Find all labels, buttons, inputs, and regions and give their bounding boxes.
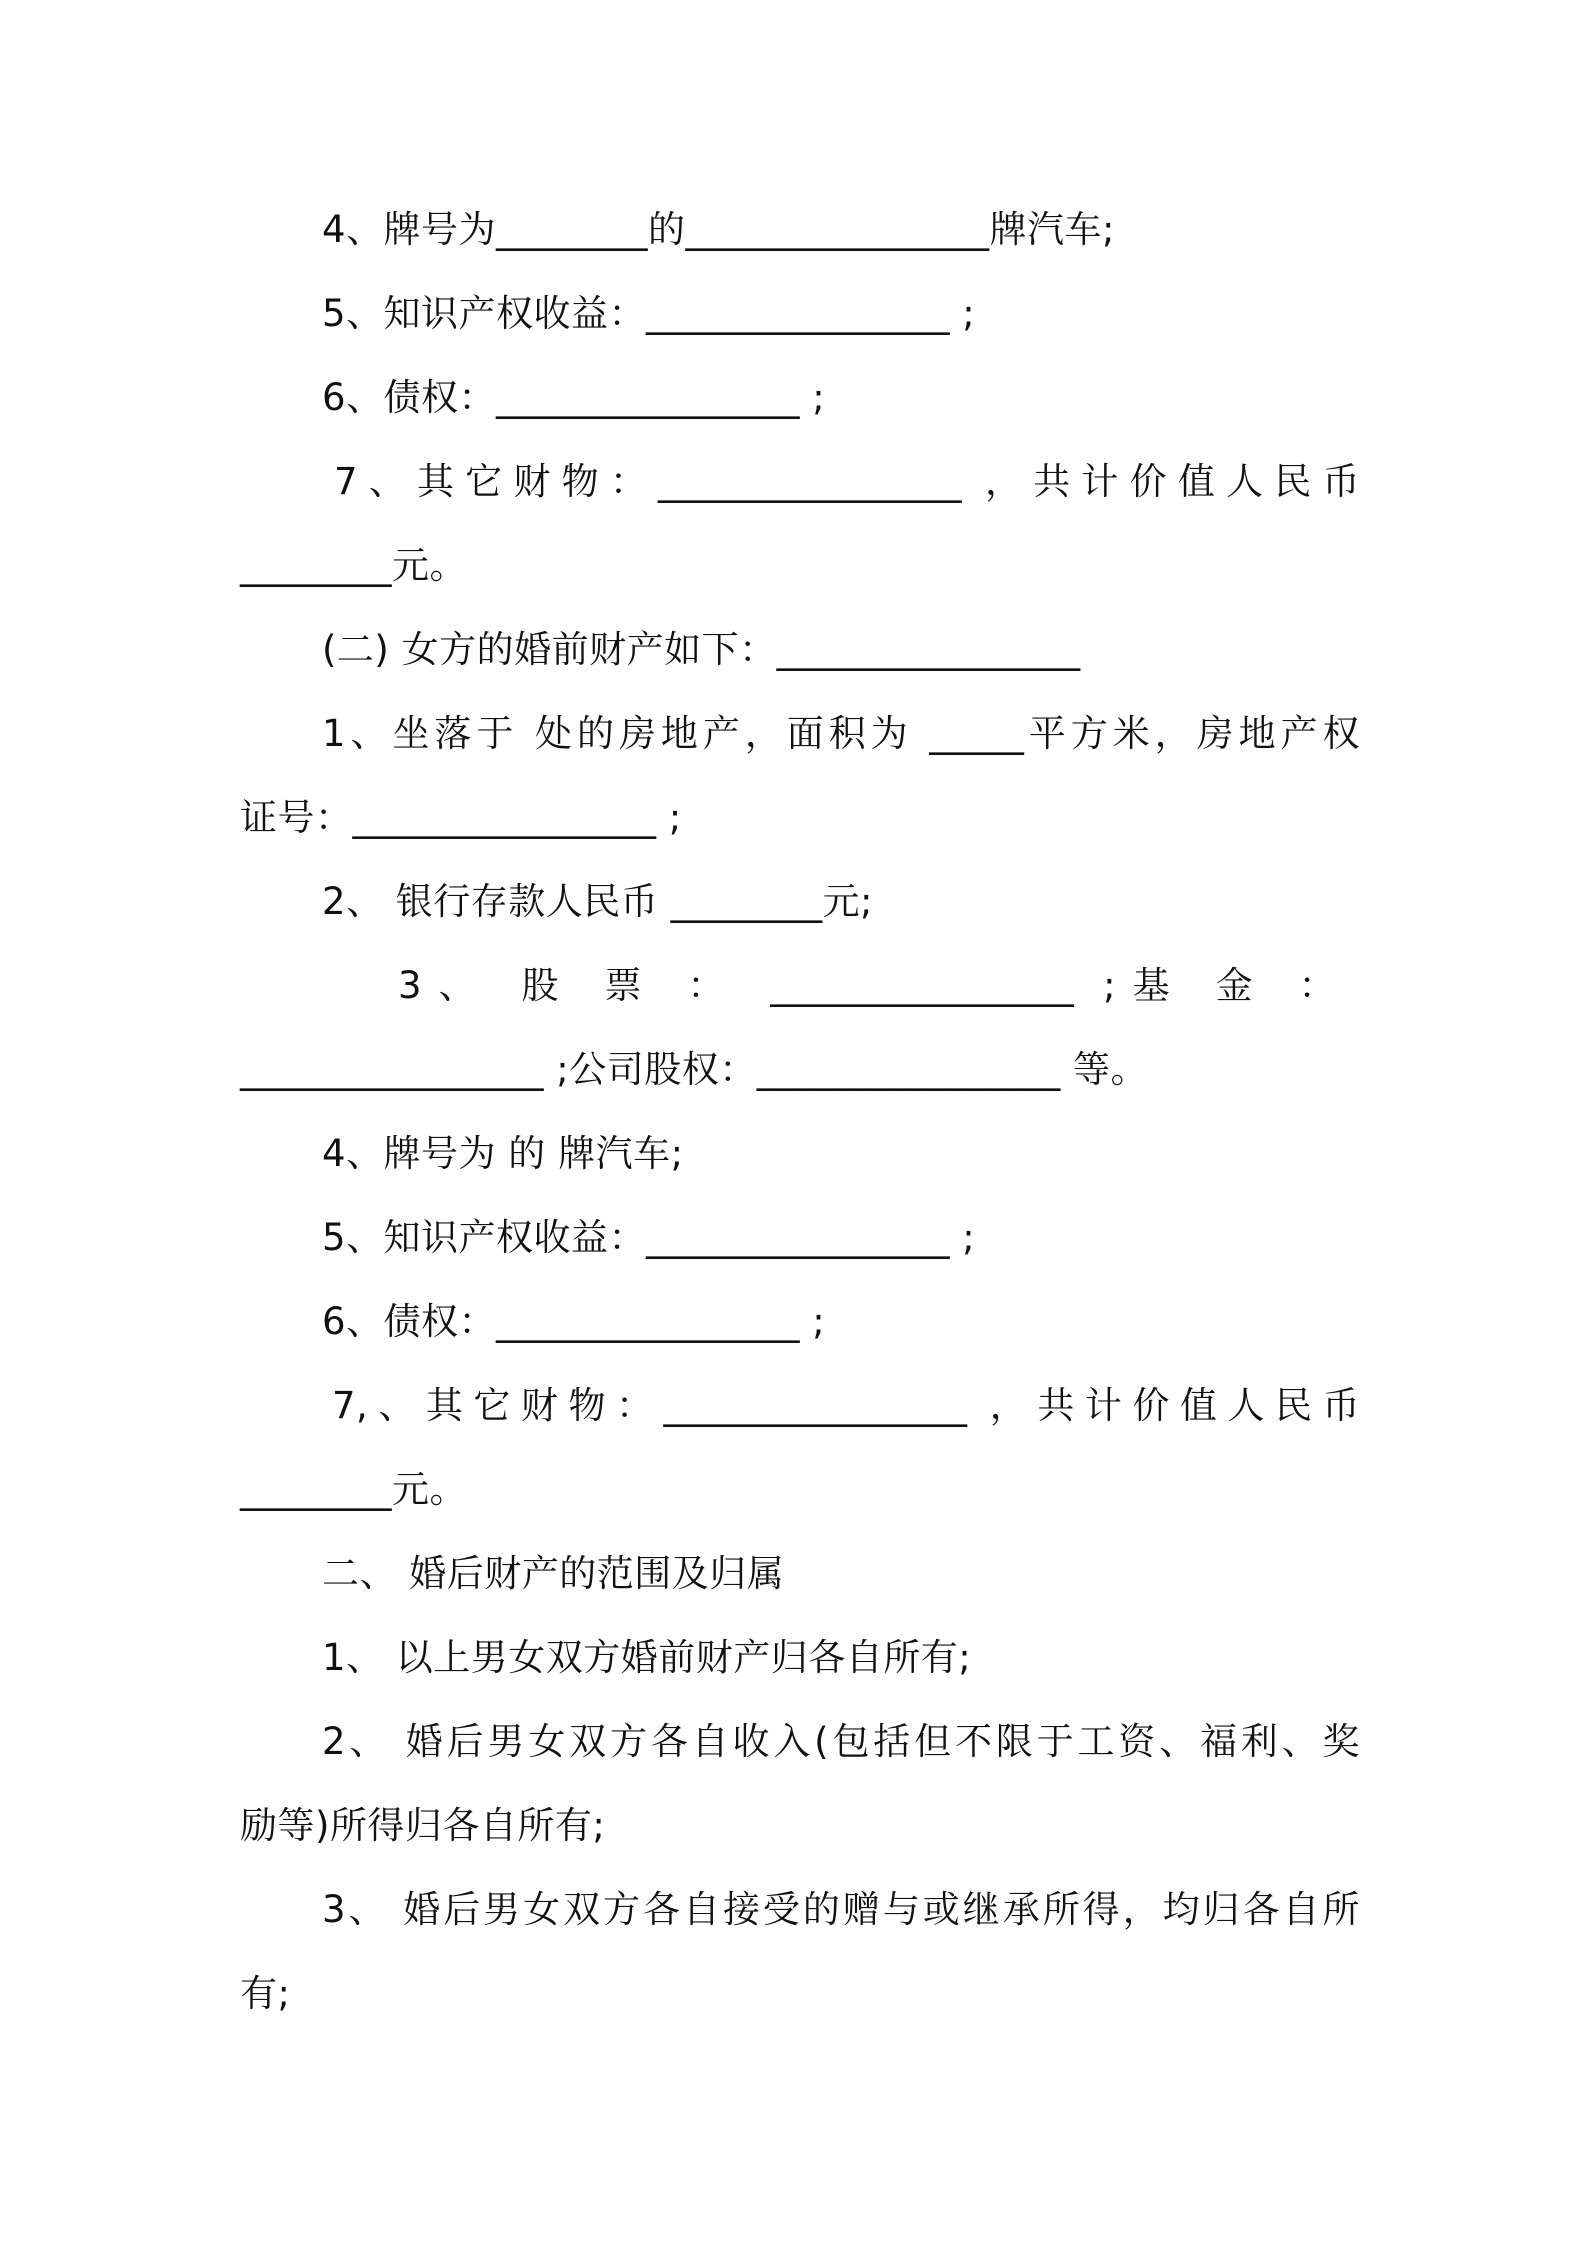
text-line-female-real-estate-cert: 证号：________________ ;: [240, 796, 682, 839]
text-line-male-other-property: 7、其它财物：________________ ，共计价值人民币: [334, 460, 1360, 503]
text-line-female-company-equity: ________________ ;公司股权：________________ 等。: [240, 1048, 1148, 1091]
text-line-female-other-property: 7,、其它财物：________________ ，共计价值人民币: [332, 1384, 1360, 1427]
text-line-postmarital-item-3-cont: 有;: [240, 1972, 291, 2015]
text-line-female-creditor-rights: 6、债权：________________ ;: [322, 1300, 826, 1343]
text-line-male-creditor-rights: 6、债权：________________ ;: [322, 376, 826, 419]
text-line-female-real-estate: 1、坐落于 处的房地产，面积为 _____平方米，房地产权: [322, 712, 1360, 755]
text-line-postmarital-item-2: 2、 婚后男女双方各自收入(包括但不限于工资、福利、奖: [322, 1720, 1360, 1763]
text-line-female-ip-income: 5、知识产权收益：________________ ;: [322, 1216, 976, 1259]
text-line-postmarital-item-1: 1、 以上男女双方婚前财产归各自所有;: [322, 1636, 972, 1679]
text-line-female-bank-deposit: 2、 银行存款人民币 ________元;: [322, 880, 874, 923]
text-line-male-car: 4、牌号为________的________________牌汽车;: [322, 208, 1116, 251]
text-line-postmarital-item-3: 3、 婚后男女双方各自接受的赠与或继承所得，均归各自所: [322, 1888, 1360, 1931]
text-line-female-car: 4、牌号为 的 牌汽车;: [322, 1132, 684, 1175]
text-line-female-total-value: ________元。: [240, 1468, 467, 1511]
text-line-male-total-value: ________元。: [240, 544, 467, 587]
section-heading-postmarital-property: 二、 婚后财产的范围及归属: [322, 1552, 785, 1595]
text-line-female-premarital-heading: (二) 女方的婚前财产如下：________________: [322, 628, 1081, 671]
text-line-female-stocks-funds: 3、 股 票 ： ________________ ;基 金 ：: [398, 964, 1336, 1007]
text-line-postmarital-item-2-cont: 励等)所得归各自所有;: [240, 1804, 606, 1847]
text-line-male-ip-income: 5、知识产权收益：________________ ;: [322, 292, 976, 335]
